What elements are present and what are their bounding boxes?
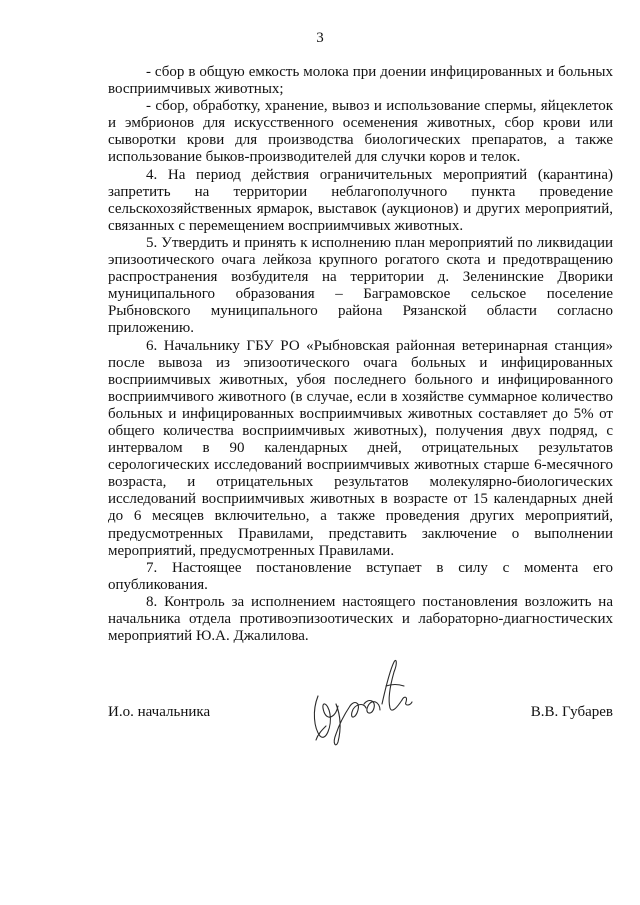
paragraph-milk-collection: - сбор в общую емкость молока при доении инфицированных и больных восприимчивых животных; <box>108 64 613 98</box>
page-number: 3 <box>316 30 324 46</box>
paragraph-item-7: 7. Настоящее постановление вступает в силу с момента его опубликования. <box>108 559 613 593</box>
paragraph-item-6: 6. Начальнику ГБУ РО «Рыбновская районная ветеринарная станция» после вывоза из эпизоотического очага больных и инфицированных восприимчивых животных, убоя последнего больного и инфицированного восприимчивого животного (в случае, если в хозяйстве суммарное количество больных и инфицированных восприимчивых животных составляет до 5% от общего количества восприимчивых животных), получения двух подряд, с интервалом в 90 календарных дней, отрицательных результатов серологических исследований восприимчивых животных старше 6-месячного возраста, и отрицательных результатов молекулярно-биологических исследований восприимчивых животных в возрасте от 15 календарных дней до 6 месяцев включительно, а также проведения других мероприятий, предусмотренных Правилами, представить заключение о выполнении мероприятий, предусмотренных Правилами. <box>108 337 613 559</box>
handwritten-signature <box>306 656 416 751</box>
paragraph-semen-handling: - сбор, обработку, хранение, вывоз и использование спермы, яйцеклеток и эмбрионов для искусственного осеменения животных, сбор крови или сыворотки крови для производства биологических препаратов, а также использование быков-производителей для случки коров и телок. <box>108 98 613 166</box>
signatory-title: И.о. начальника <box>108 704 211 720</box>
signatory-name: В.В. Губарев <box>530 704 613 720</box>
document-body <box>108 64 613 645</box>
paragraph-item-8: 8. Контроль за исполнением настоящего постановления возложить на начальника отдела противоэпизоотических и лабораторно-диагностических мероприятий Ю.А. Джалилова. <box>108 593 613 645</box>
paragraph-item-4: 4. На период действия ограничительных мероприятий (карантина) запретить на территории неблагополучного пункта проведение сельскохозяйственных ярмарок, выставок (аукционов) и других мероприятий, связанных с перемещением восприимчивых животных. <box>108 166 613 234</box>
paragraph-item-5: 5. Утвердить и принять к исполнению план мероприятий по ликвидации эпизоотического очага лейкоза крупного рогатого скота и предотвращению распространения возбудителя на территории д. Зеленинские Дворики муниципального образования – Баграмовское сельское поселение Рыбновского муниципального района Рязанской области согласно приложению. <box>108 234 613 337</box>
